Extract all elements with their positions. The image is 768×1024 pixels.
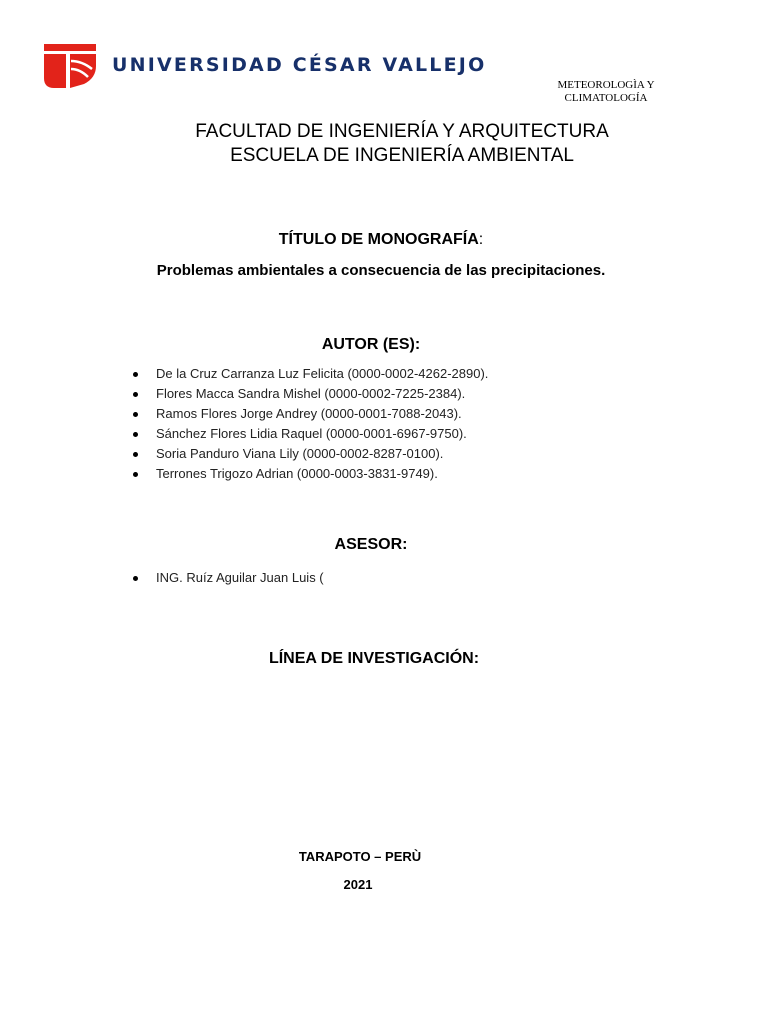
authors-heading: AUTOR (ES): [321, 336, 421, 353]
course-name-line1: METEOROLOGÌA Y [557, 79, 655, 91]
course-name [536, 79, 676, 105]
course-name-line2: CLIMATOLOGÍA [564, 92, 648, 104]
university-crest-icon [42, 41, 98, 89]
title-heading [0, 231, 762, 249]
research-line-heading: LÍNEA DE INVESTIGACIÓN: [268, 650, 480, 667]
university-name: UNIVERSIDAD CÉSAR VALLEJO [112, 54, 487, 76]
author-item: Flores Macca Sandra Mishel (0000-0002-7225-2384). [130, 384, 488, 404]
author-item: Ramos Flores Jorge Andrey (0000-0001-7088-2043). [130, 404, 488, 424]
title-heading-colon: : [478, 231, 484, 248]
advisor-heading: ASESOR: [334, 536, 408, 553]
author-item: De la Cruz Carranza Luz Felicita (0000-0002-4262-2890). [130, 364, 488, 384]
year: 2021 [343, 877, 373, 892]
author-item: Soria Panduro Viana Lily (0000-0002-8287-0100). [130, 444, 488, 464]
advisor-list [130, 568, 324, 588]
author-item: Sánchez Flores Lidia Raquel (0000-0001-6967-9750). [130, 424, 488, 444]
author-item: Terrones Trigozo Adrian (0000-0003-3831-9749). [130, 464, 488, 484]
location: TARAPOTO – PERÙ [298, 849, 422, 864]
monograph-title: Problemas ambientales a consecuencia de las precipitaciones. [156, 262, 606, 279]
authors-list [130, 364, 488, 484]
faculty-name: FACULTAD DE INGENIERÍA Y ARQUITECTURA [195, 121, 609, 142]
advisor-item: ING. Ruíz Aguilar Juan Luis ( [130, 568, 324, 588]
university-logo [42, 41, 486, 89]
title-heading-label: TÍTULO DE MONOGRAFÍA [278, 231, 479, 248]
school-name: ESCUELA DE INGENIERÍA AMBIENTAL [230, 145, 574, 166]
